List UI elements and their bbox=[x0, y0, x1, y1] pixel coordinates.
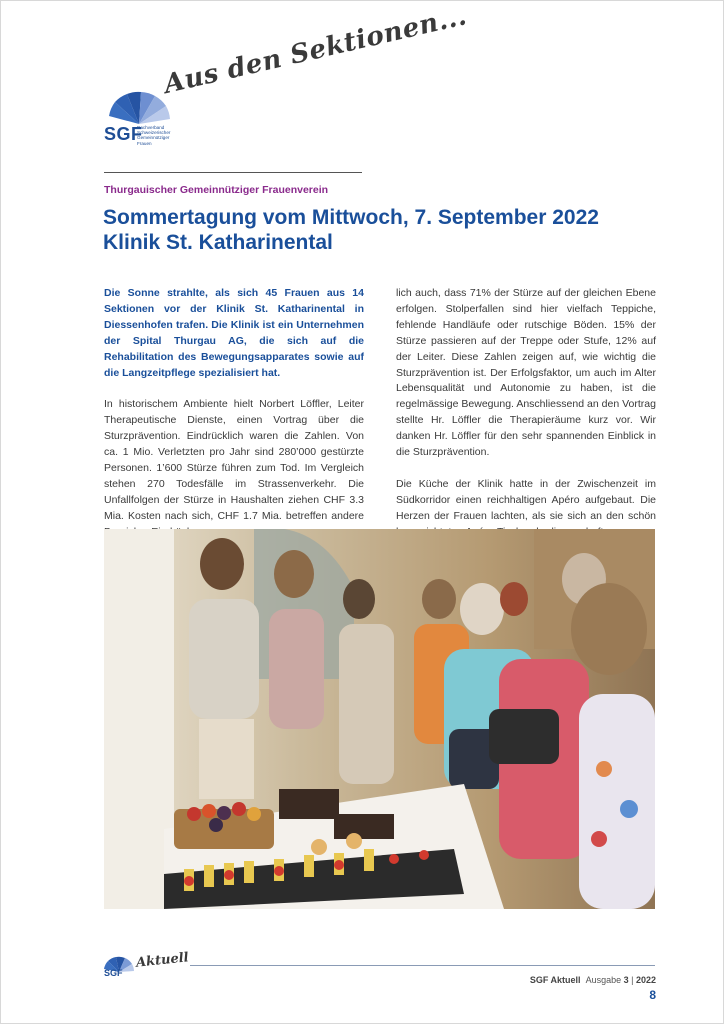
footer-script-title: Aktuell bbox=[135, 950, 190, 971]
footer-divider bbox=[190, 965, 655, 966]
footer-issue-info: SGF Aktuell Ausgabe 3 | 2022 bbox=[529, 975, 656, 985]
page-number: 8 bbox=[649, 988, 656, 1002]
body-paragraph-1: In historischem Ambiente hielt Norbert Löffler, Leiter Therapeutische Dienste, einen Vortrag über die Sturzprävention. Eindrücklich waren die Zahlen. Von ca. 1 Mio. Verletzten pro Jahr sind 280’000 gestürzte Personen. 1’600 Stürze führen zum Tod. Im Vergleich stehen 270 Todesfälle im Strassenverkehr. Die Unfallfolgen der Stürze in Haushalten ziehen CHF 3.3 Mia. Kosten nach sich, CHF 1.7 Mia. betreffen andere bbox=[104, 398, 364, 522]
logo-text: SGF bbox=[104, 124, 143, 144]
event-photo bbox=[104, 529, 655, 909]
logo-subtitle: Dachverband Schweizerischer Gemeinnütziger Frauen bbox=[137, 125, 171, 146]
section-title: Aus den Sektionen... bbox=[161, 1, 470, 101]
footer-logo-text: SGF bbox=[104, 968, 123, 978]
text-column-left bbox=[104, 286, 364, 557]
text-column-right bbox=[396, 286, 656, 557]
headline-line-2: Klinik St. Katharinental bbox=[103, 231, 333, 254]
body-paragraph-2: lich auch, dass 71% der Stürze auf der gleichen Ebene erfolgen. Stolperfallen sind hier vielfach Teppiche, fehlende Handläufe oder rutschige Böden. 15% der Stürze passieren auf der Treppe oder Stufe, 12% auf der Leiter. Diese Zahlen zeigen auf, wie wichtig die Sturzprävention ist. Der Erfolgsfaktor, um auch im Alter Lebensqualität und Autonomie zu haben, ist die regelmässige Bewegung. Anschliessend an den Vortrag stellte Hr. Löffler die Therapieräume kurz vor. Wir danken Hr. Löffler für den sehr spannenden Einblick in die Sturzprävention. bbox=[396, 287, 656, 459]
divider bbox=[104, 172, 362, 173]
footer-publication: SGF Aktuell bbox=[529, 975, 581, 985]
lead-paragraph: Die Sonne strahlte, als sich 45 Frauen aus 14 Sektionen vor der Klinik St. Katharinental in Diessenhofen trafen. Die Klinik ist ein Unternehmen der Spital Thurgau AG, die sich auf die Rehabilitation des Bewegungsapparates sowie auf die Langzeitpflege spezialisiert hat. bbox=[104, 287, 364, 379]
footer-issue-label: Ausgabe bbox=[585, 975, 622, 985]
body-paragraph-3: Die Küche der Klinik hatte in der Zwischenzeit im Südkorridor einen reichhaltigen Apéro aufgebaut. Die Herzen der Frauen lachten, als sie sich an den schön bbox=[396, 477, 656, 522]
footer-year: 2022 bbox=[635, 975, 656, 985]
headline-line-1: Sommertagung vom Mittwoch, 7. September 2022 bbox=[103, 206, 599, 229]
article-headline bbox=[103, 205, 663, 255]
footer-issue-number: 3 bbox=[623, 975, 629, 985]
article-kicker: Thurgauischer Gemeinnütziger Frauenverein bbox=[104, 184, 329, 196]
